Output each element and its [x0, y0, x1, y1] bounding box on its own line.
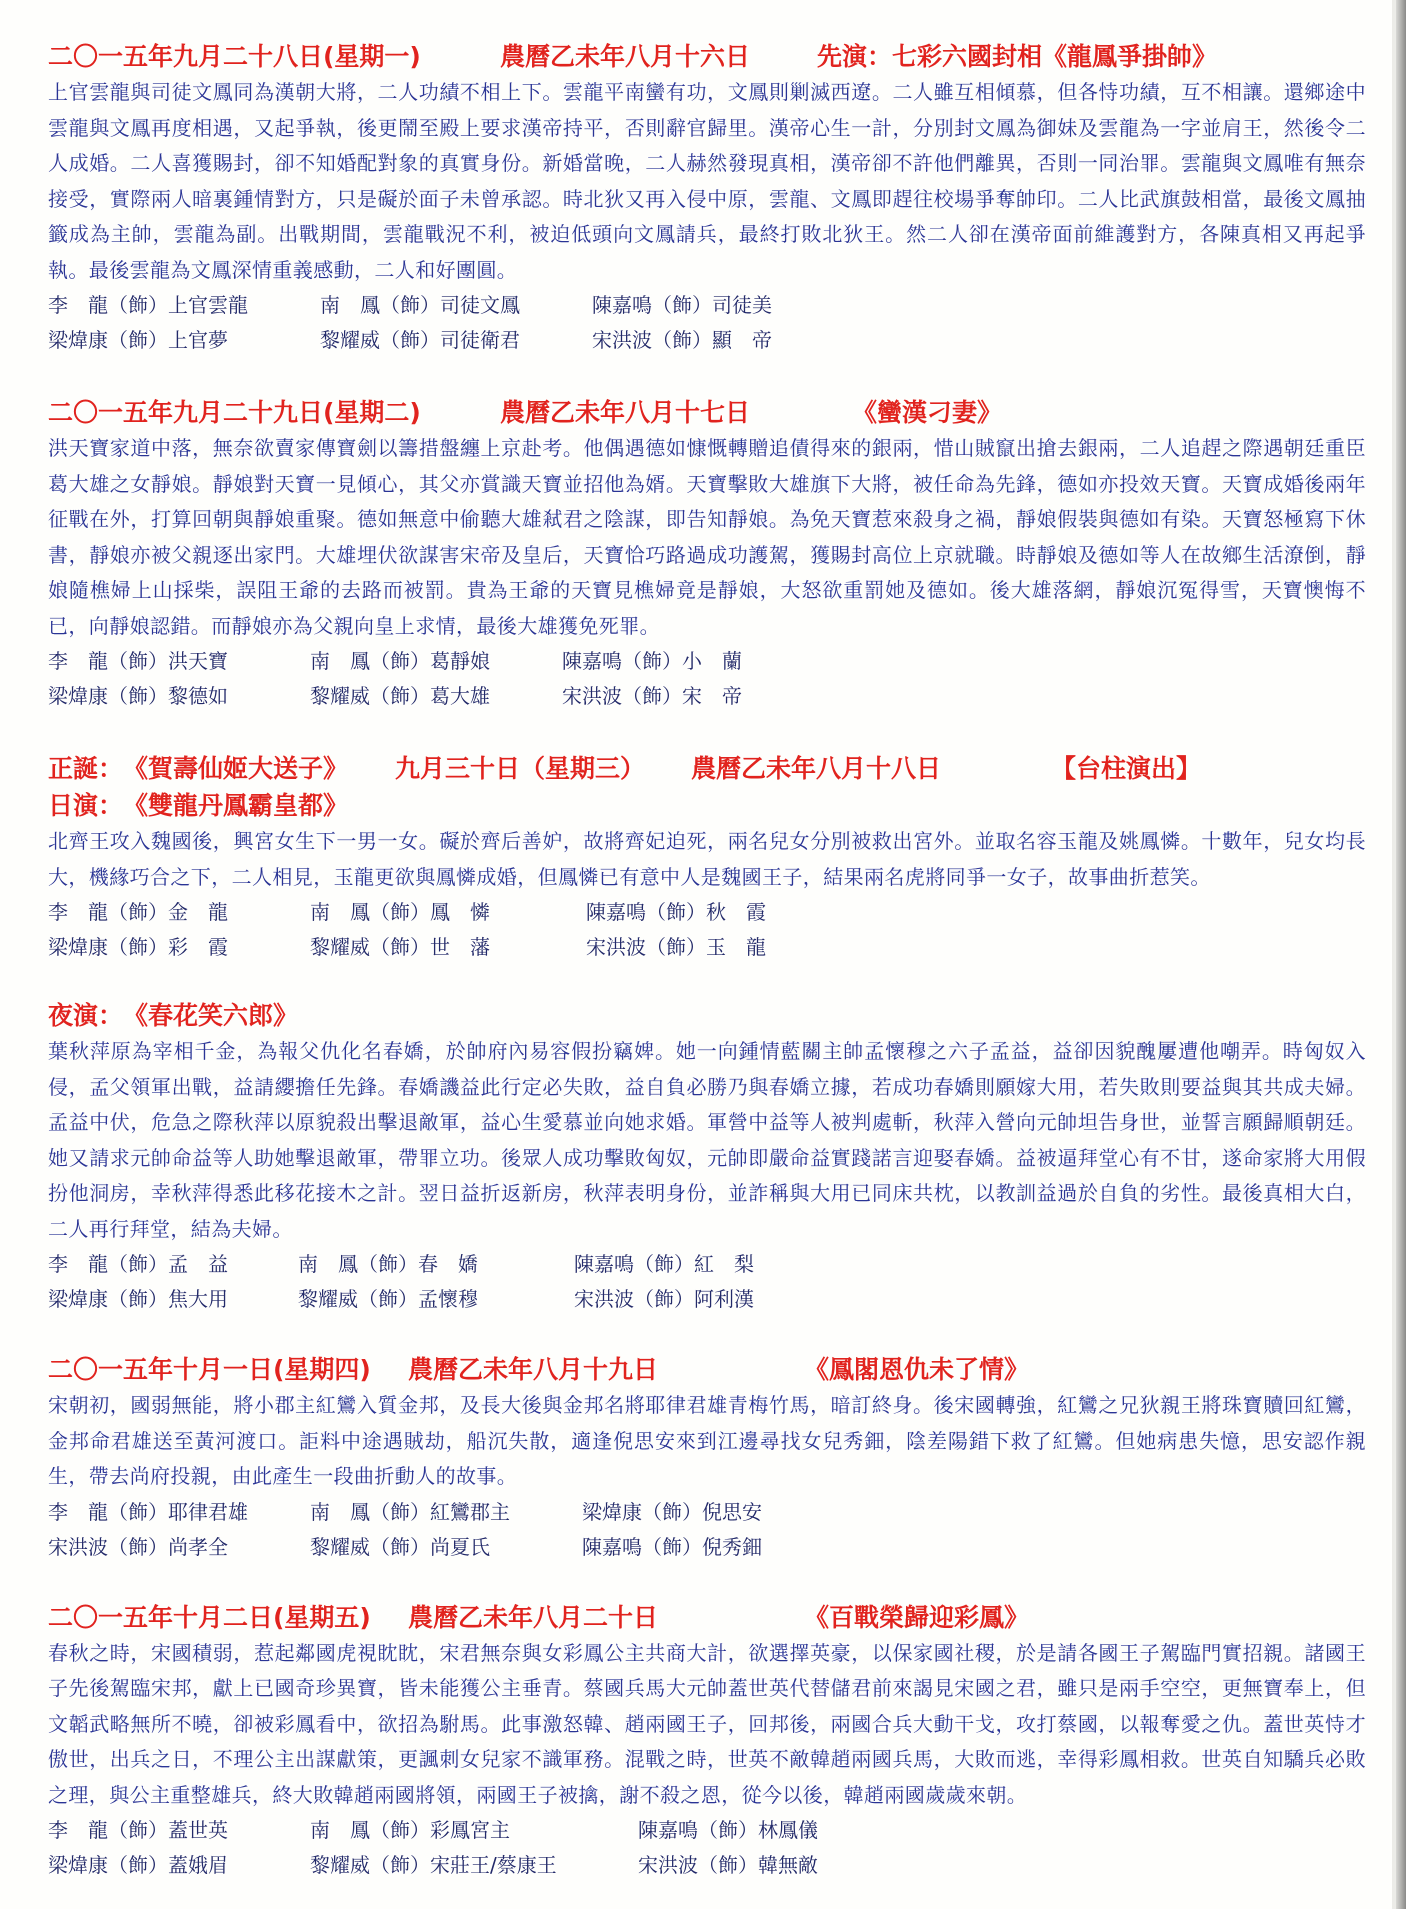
cast-member: 李 龍（飾）洪天寶	[48, 649, 228, 673]
section-header	[48, 38, 1366, 75]
section-header	[48, 1599, 1366, 1636]
cast-member: 陳嘉鳴（飾）小 蘭	[562, 649, 742, 673]
cast-member: 李 龍（飾）上官雲龍	[48, 293, 248, 317]
play-title: 《雙龍丹鳳霸皇都》	[123, 791, 349, 820]
cast-member: 宋洪波（飾）韓無敵	[638, 1853, 818, 1877]
day-show-label: 日演：	[48, 791, 124, 820]
lunar-date: 農曆乙未年八月十八日	[691, 754, 942, 783]
cast-member: 黎耀威（飾）世 藩	[310, 935, 490, 959]
cast-member: 宋洪波（飾）尚孝全	[48, 1534, 228, 1559]
synopsis: 宋朝初，國弱無能，將小郡主紅鸞入質金邦，及長大後與金邦名將耶律君雄青梅竹馬，暗訂終身。後宋國轉強，紅鸞之兄狄親王將珠寶贖回紅鸞，金邦命君雄送至黃河渡口。詎料中途遇賊劫，船沉失散，適逢倪思安來到江邊尋找女兒秀鈿，陰差陽錯下救了紅鸞。但她病患失憶，思安認作親生，帶去尚府投親，由此產生一段曲折動人的故事。	[48, 1393, 1366, 1488]
paper-edge-shadow	[1396, 0, 1406, 1909]
play-title: 《春花笑六郎》	[123, 1001, 299, 1030]
cast-member: 黎耀威（飾）孟懷穆	[298, 1287, 478, 1311]
cast-member: 黎耀威（飾）宋莊王/蔡康王	[310, 1853, 557, 1877]
day-show-header	[48, 787, 1366, 824]
lunar-date: 農曆乙未年八月二十日	[408, 1602, 659, 1632]
cast-member: 宋洪波（飾）阿利漢	[574, 1287, 754, 1311]
cast-member: 陳嘉鳴（飾）秋 霞	[586, 900, 766, 924]
cast-member: 南 鳳（飾）葛靜娘	[310, 649, 490, 673]
section-sep-29	[48, 394, 1366, 714]
play-title: 《蠻漢刁妻》	[852, 398, 1003, 427]
lunar-date: 農曆乙未年八月十七日	[500, 398, 751, 427]
cast-member: 李 龍（飾）耶律君雄	[48, 1499, 248, 1524]
performance-date: 九月三十日（星期三）	[395, 754, 646, 783]
performance-date: 二〇一五年九月二十九日(星期二)	[48, 398, 421, 427]
play-title: 《百戰榮歸迎彩鳳》	[804, 1602, 1030, 1632]
cast-member: 梁煒康（飾）黎德如	[48, 684, 228, 708]
play-title: 《鳳閣恩仇未了情》	[804, 1355, 1030, 1384]
cast-list	[48, 288, 1366, 358]
section-oct-1	[48, 1351, 1366, 1565]
cast-member: 梁煒康（飾）焦大用	[48, 1287, 228, 1311]
play-title: 《龍鳳爭掛帥》	[1042, 42, 1218, 71]
performance-date: 二〇一五年十月一日(星期四)	[48, 1355, 371, 1384]
cast-member: 南 鳳（飾）紅鸞郡主	[310, 1499, 510, 1524]
cast-member: 黎耀威（飾）司徒衛君	[320, 328, 520, 352]
cast-member: 南 鳳（飾）彩鳳宮主	[310, 1818, 510, 1842]
lunar-date: 農曆乙未年八月十九日	[408, 1355, 659, 1384]
cast-member: 梁煒康（飾）蓋娥眉	[48, 1853, 228, 1877]
cast-member: 李 龍（飾）孟 益	[48, 1252, 228, 1276]
cast-list	[48, 644, 1366, 714]
program-content	[48, 38, 1366, 1883]
performance-date: 二〇一五年九月二十八日(星期一)	[48, 42, 421, 71]
cast-member: 李 龍（飾）蓋世英	[48, 1818, 228, 1842]
cast-member: 梁煒康（飾）倪思安	[582, 1499, 762, 1524]
cast-list	[48, 1247, 1366, 1317]
section-sep-28	[48, 38, 1366, 358]
section-sep-30-day	[48, 750, 1366, 965]
synopsis: 春秋之時，宋國積弱，惹起鄰國虎視眈眈，宋君無奈與女彩鳳公主共商大計，欲選擇英豪，以保家國社稷，於是請各國王子駕臨門實招親。諸國王子先後駕臨宋邦，獻上已國奇珍異寶，皆未能獲公主垂青。蔡國兵馬大元帥蓋世英代替儲君前來謁見宋國之君，雖只是兩手空空，更無寶奉上，但文韜武略無所不曉，卻被彩鳳看中，欲招為駙馬。此事激怒韓、趙兩國王子，回邦後，兩國合兵大動干戈，攻打蔡國，以報奪愛之仇。蓋世英恃才傲世，出兵之日，不理公主出謀獻策，更諷刺女兒家不識軍務。混戰之時，世英不敵韓趙兩國兵馬，大敗而逃，幸得彩鳳相救。世英自知驕兵必敗之理，與公主重整雄兵，終大敗韓趙兩國將領，兩國王子被擒，謝不殺之恩，從今以後，韓趙兩國歲歲來朝。	[48, 1640, 1366, 1807]
cast-member: 南 鳳（飾）春 嬌	[298, 1252, 478, 1276]
section-header	[48, 997, 1366, 1034]
cast-member: 宋洪波（飾）宋 帝	[562, 684, 742, 708]
lunar-date: 農曆乙未年八月十六日	[500, 42, 751, 71]
cast-member: 黎耀威（飾）尚夏氏	[310, 1534, 490, 1559]
star-cast-note: 【台柱演出】	[1051, 754, 1202, 783]
cast-list	[48, 1813, 1366, 1883]
opening-act: 先演：七彩六國封相	[817, 42, 1043, 71]
cast-member: 梁煒康（飾）彩 霞	[48, 935, 228, 959]
synopsis: 葉秋萍原為宰相千金，為報父仇化名春嬌，於帥府內易容假扮竊婢。她一向鍾情藍關主帥孟懷穆之六子孟益，益卻因貌醜屢遭他嘲弄。時匈奴入侵，孟父領軍出戰，益請纓擔任先鋒。春嬌譏益此行定必失敗，益自負必勝乃與春嬌立據，若成功春嬌則願嫁大用，若失敗則要益與其共成夫婦。孟益中伏，危急之際秋萍以原貌殺出擊退敵軍，益心生愛慕並向她求婚。軍營中益等人被判處斬，秋萍入營向元帥坦告身世，並誓言願歸順朝廷。她又請求元帥命益等人助她擊退敵軍，帶罪立功。後眾人成功擊敗匈奴，元帥即嚴命益實踐諾言迎娶春嬌。益被逼拜堂心有不甘，遂命家將大用假扮他洞房，幸秋萍得悉此移花接木之計。翌日益折返新房，秋萍表明身份，並詐稱與大用已同床共枕，以教訓益過於自負的劣性。最後真相大白，二人再行拜堂，結為夫婦。	[48, 1039, 1366, 1241]
cast-list	[48, 895, 1366, 965]
cast-member: 梁煒康（飾）上官夢	[48, 328, 228, 352]
cast-member: 李 龍（飾）金 龍	[48, 900, 228, 924]
night-show-label: 夜演：	[48, 1001, 124, 1030]
cast-list	[48, 1495, 1366, 1565]
cast-member: 陳嘉鳴（飾）紅 梨	[574, 1252, 754, 1276]
cast-member: 南 鳳（飾）鳳 憐	[310, 900, 490, 924]
cast-member: 宋洪波（飾）玉 龍	[586, 935, 766, 959]
cast-member: 陳嘉鳴（飾）林鳳儀	[638, 1818, 818, 1842]
synopsis: 北齊王攻入魏國後，興宮女生下一男一女。礙於齊后善妒，故將齊妃迫死，兩名兒女分別被救出宮外。並取名容玉龍及姚鳳憐。十數年，兒女均長大，機緣巧合之下，二人相見，玉龍更欲與鳳憐成婚，但鳳憐已有意中人是魏國王子，結果兩名虎將同爭一女子，故事曲折惹笑。	[48, 829, 1366, 889]
main-show-label: 正誕：	[48, 754, 124, 783]
cast-member: 黎耀威（飾）葛大雄	[310, 684, 490, 708]
section-sep-30-night	[48, 997, 1366, 1317]
cast-member: 南 鳳（飾）司徒文鳳	[320, 293, 520, 317]
cast-member: 陳嘉鳴（飾）倪秀鈿	[582, 1534, 762, 1559]
main-show-title: 《賀壽仙姬大送子》	[123, 754, 349, 783]
synopsis: 上官雲龍與司徒文鳳同為漢朝大將，二人功績不相上下。雲龍平南蠻有功，文鳳則剿滅西遼。二人雖互相傾慕，但各恃功績，互不相讓。還鄉途中雲龍與文鳳再度相遇，又起爭執，後更鬧至殿上要求漢帝持平，否則辭官歸里。漢帝心生一計，分別封文鳳為御妹及雲龍為一字並肩王，然後令二人成婚。二人喜獲賜封，卻不知婚配對象的真實身份。新婚當晚，二人赫然發現真相，漢帝卻不許他們離異，否則一同治罪。雲龍與文鳳唯有無奈接受，實際兩人暗裏鍾情對方，只是礙於面子未曾承認。時北狄又再入侵中原，雲龍、文鳳即趕往校場爭奪帥印。二人比武旗鼓相當，最後文鳳抽籤成為主帥，雲龍為副。出戰期間，雲龍戰況不利，被迫低頭向文鳳請兵，最終打敗北狄王。然二人卻在漢帝面前維護對方，各陳真相又再起爭執。最後雲龍為文鳳深情重義感動，二人和好團圓。	[48, 80, 1366, 282]
synopsis: 洪天寶家道中落，無奈欲賣家傳寶劍以籌措盤纏上京赴考。他偶遇德如慷慨轉贈追債得來的銀兩，惜山賊竄出搶去銀兩，二人追趕之際遇朝廷重臣葛大雄之女靜娘。靜娘對天寶一見傾心，其父亦賞識天寶並招他為婿。天寶擊敗大雄旗下大將，被任命為先鋒，德如亦投效天寶。天寶成婚後兩年征戰在外，打算回朝與靜娘重聚。德如無意中偷聽大雄弒君之陰謀，即告知靜娘。為免天寶惹來殺身之禍，靜娘假裝與德如有染。天寶怒極寫下休書，靜娘亦被父親逐出家門。大雄埋伏欲謀害宋帝及皇后，天寶恰巧路過成功護駕，獲賜封高位上京就職。時靜娘及德如等人在故鄉生活潦倒，靜娘隨樵婦上山採柴，誤阻王爺的去路而被罰。貴為王爺的天寶見樵婦竟是靜娘，大怒欲重罰她及德如。後大雄落網，靜娘沉冤得雪，天寶懊悔不已，向靜娘認錯。而靜娘亦為父親向皇上求情，最後大雄獲免死罪。	[48, 436, 1366, 638]
performance-date: 二〇一五年十月二日(星期五)	[48, 1602, 371, 1632]
cast-member: 陳嘉鳴（飾）司徒美	[592, 293, 772, 317]
cast-member: 宋洪波（飾）顯 帝	[592, 328, 772, 352]
section-header	[48, 394, 1366, 431]
section-header	[48, 1351, 1366, 1388]
section-header	[48, 750, 1366, 787]
section-oct-2	[48, 1599, 1366, 1884]
